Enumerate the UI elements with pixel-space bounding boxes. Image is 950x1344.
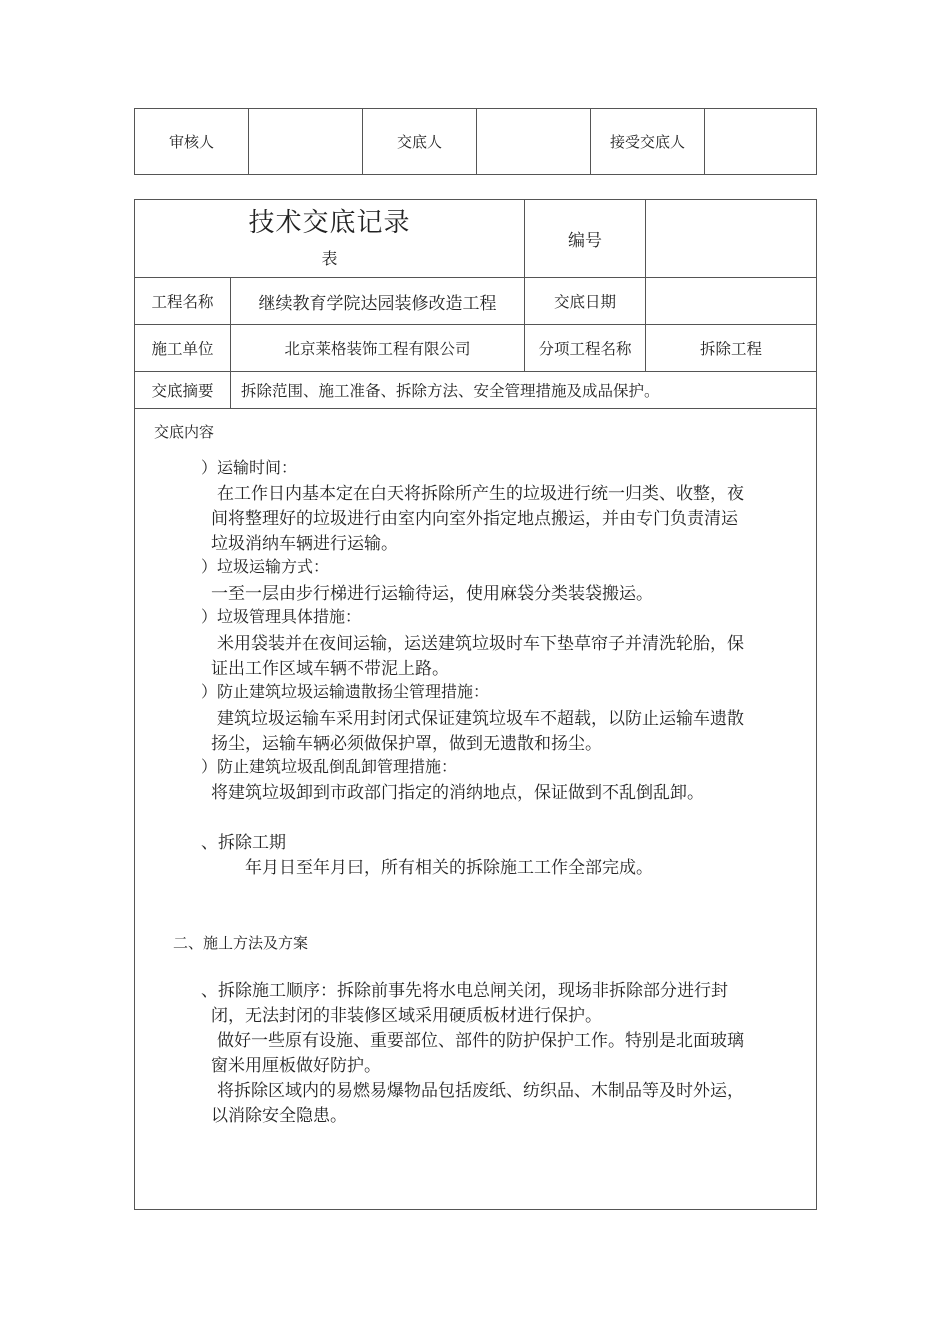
s1-line: 垃圾消纳车辆进行运输。: [211, 534, 398, 554]
project-name: 继续教育学院达园装修改造工程: [231, 278, 525, 325]
summary: 拆除范围、施工准备、拆除方法、安全管理措施及成品保护。: [231, 372, 817, 409]
s3-line: 证出工作区域车辆不带泥上路。: [211, 659, 449, 679]
date-label: 交底日期: [525, 278, 646, 325]
method-line: 以消除安全隐患。: [211, 1106, 347, 1126]
subproject-label: 分项工程名称: [525, 325, 646, 372]
s5-line: 将建筑垃圾卸到市政部门指定的消纳地点，保证做到不乱倒乱卸。: [211, 783, 704, 803]
s4-heading: ）防止建筑垃圾运输遗散扬尘管理措施：: [201, 682, 490, 701]
record-title: 技术交底记录: [248, 208, 411, 238]
s4-line: 扬尘，运输车辆必须做保护罩，做到无遗散和扬尘。: [211, 734, 602, 754]
contractor-label: 施工单位: [135, 325, 231, 372]
subproject: 拆除工程: [646, 325, 817, 372]
s1-line: 间将整理好的垃圾进行由室内向室外指定地点搬运，并由专门负责清运: [211, 509, 738, 529]
number-value: [646, 200, 817, 278]
method-line: 闭，无法封闭的非装修区域采用硬质板材进行保护。: [211, 1006, 602, 1026]
s3-heading: ）垃圾管理具体措施：: [201, 607, 362, 626]
discloser-value: [477, 109, 591, 175]
method-line: 做好一些原有设施、重要部位、部件的防护保护工作。特别是北面玻璃: [217, 1031, 744, 1051]
s1-line: 在工作日内基本定在白天将拆除所产生的垃圾进行统一归类、收整，夜: [217, 484, 744, 504]
content-cell: [135, 409, 817, 1210]
receiver-value: [705, 109, 817, 175]
reviewer-value: [249, 109, 363, 175]
content-label: 交底内容: [154, 423, 215, 441]
method-line: 将拆除区域内的易燃易爆物品包括废纸、纺织品、木制品等及时外运，: [217, 1081, 744, 1101]
signature-table: [134, 108, 817, 175]
s5-heading: ）防止建筑垃圾乱倒乱卸管理措施：: [201, 757, 458, 776]
contractor: 北京莱格装饰工程有限公司: [231, 325, 525, 372]
date-value: [646, 278, 817, 325]
s3-line: 米用袋装并在夜间运输，运送建筑垃圾时车下垫草帘子并清洗轮胎，保: [217, 634, 744, 654]
s1-heading: ）运输时间：: [201, 458, 298, 477]
number-label: 编号: [525, 200, 646, 278]
receiver-label: 接受交底人: [591, 109, 705, 175]
section2-heading: 二、施丄方法及方案: [173, 934, 309, 952]
method-line: 窗米用厘板做好防护。: [211, 1056, 381, 1076]
s2-heading: ）垃圾运输方式：: [201, 557, 330, 576]
record-title-sub: 表: [321, 249, 338, 268]
summary-label: 交底摘要: [135, 372, 231, 409]
period-heading: 、拆除工期: [201, 833, 286, 853]
s2-line: 一至一层由步行梯进行运输待运，使用麻袋分类装袋搬运。: [211, 584, 653, 604]
method-line: 、拆除施工顺序：拆除前事先将水电总闸关闭，现场非拆除部分进行封: [201, 981, 728, 1001]
s4-line: 建筑垃圾运输车采用封闭式保证建筑垃圾车不超载，以防止运输车遗散: [217, 709, 744, 729]
record-table: [134, 199, 817, 1210]
project-name-label: 工程名称: [135, 278, 231, 325]
period-line: 年月日至年月曰，所有相关的拆除施工工作全部完成。: [245, 858, 653, 878]
record-title-cell: [135, 200, 525, 278]
discloser-label: 交底人: [363, 109, 477, 175]
reviewer-label: 审核人: [135, 109, 249, 175]
